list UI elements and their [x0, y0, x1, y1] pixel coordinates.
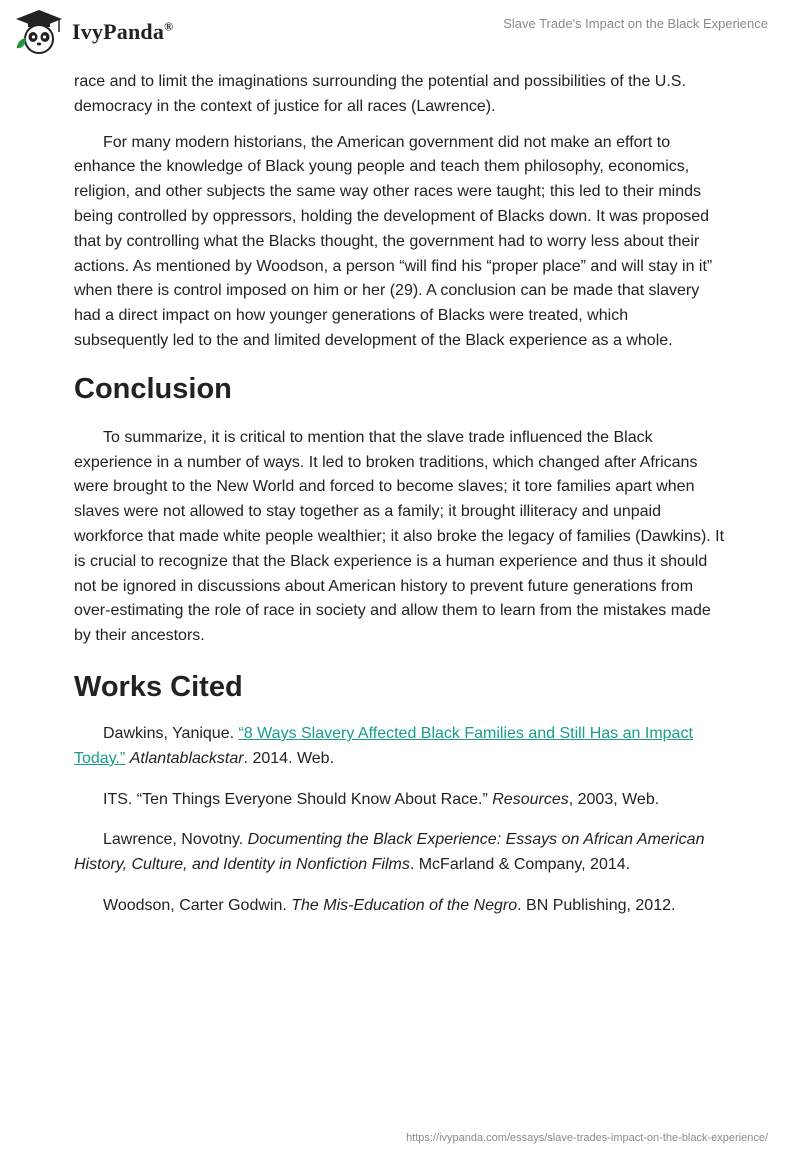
source-url: https://ivypanda.com/essays/slave-trades-impact-on-the-black-experience/	[406, 1132, 768, 1144]
citation-woodson	[74, 894, 726, 919]
paragraph-historians: For many modern historians, the American government did not make an effort to enhance the knowledge of Black young people and teach them philosophy, economics, religion, and other subjects the same way other races were taught; this led to their minds being controlled by oppressors, holding the development of Blacks down. It was proposed that by controlling what the Blacks thought, the government had to worry less about their actions. As mentioned by Woodson, a person “will find his “proper place” and will stay in it” when there is control imposed on him or her (29). A conclusion can be made that slavery had a direct impact on how younger generations of Blacks were treated, which subsequently led to the and limited development of the Black experience as a whole.	[74, 133, 713, 349]
citation-author: Woodson, Carter Godwin.	[103, 896, 292, 914]
citation-author: ITS. “Ten Things Everyone Should Know About Race.”	[103, 790, 493, 808]
running-title: Slave Trade's Impact on the Black Experience	[503, 16, 768, 31]
conclusion-paragraph: To summarize, it is critical to mention that the slave trade influenced the Black experience in a number of ways. It led to broken traditions, which changed after Africans were brought to the New World and forced to become slaves; it tore families apart when slaves were not allowed to stay together as a family; it brought illiteracy and unpaid workforce that made white people wealthier; it also broke the legacy of families (Dawkins). It is crucial to recognize that the Black experience is a human experience and thus it should not be ignored in discussions about American history to prevent future generations from over-estimating the role of race in society and allow them to learn from the mistakes made by their ancestors.	[74, 428, 725, 645]
citation-source: The Mis-Education of the Negro	[291, 896, 518, 914]
citation-tail: . 2014. Web.	[243, 749, 335, 767]
citation-source: Atlantablackstar	[129, 749, 244, 767]
citation-tail: . McFarland & Company, 2014.	[409, 856, 631, 874]
brand-name	[72, 19, 173, 45]
citation-lawrence	[74, 828, 726, 878]
citation-tail: . BN Publishing, 2012.	[517, 896, 676, 914]
paragraph-continued: race and to limit the imaginations surrounding the potential and possibilities of the U.S. democracy in the context of justice for all races (Lawrence).	[74, 73, 686, 115]
citation-source: Documenting the Black Experience: Essays on African American History, Culture, and Identity in Nonfiction Films	[74, 831, 705, 874]
page-header	[0, 0, 800, 64]
citation-author: Dawkins, Yanique.	[103, 724, 239, 742]
citation-dawkins	[74, 722, 726, 772]
essay-content	[74, 70, 726, 935]
brand-text: IvyPanda	[72, 19, 165, 44]
conclusion-heading: Conclusion	[74, 372, 232, 405]
citation-author: Lawrence, Novotny.	[103, 831, 248, 849]
registered-mark: ®	[164, 19, 174, 34]
citation-its	[74, 788, 726, 813]
citation-link[interactable]: “8 Ways Slavery Affected Black Families and Still Has an Impact Today.”	[74, 724, 693, 767]
citation-source: Resources	[492, 790, 569, 808]
ivypanda-logo[interactable]	[14, 8, 173, 56]
panda-graduate-icon	[14, 8, 64, 56]
works-cited-heading: Works Cited	[74, 670, 243, 703]
citation-tail: , 2003, Web.	[568, 790, 660, 808]
